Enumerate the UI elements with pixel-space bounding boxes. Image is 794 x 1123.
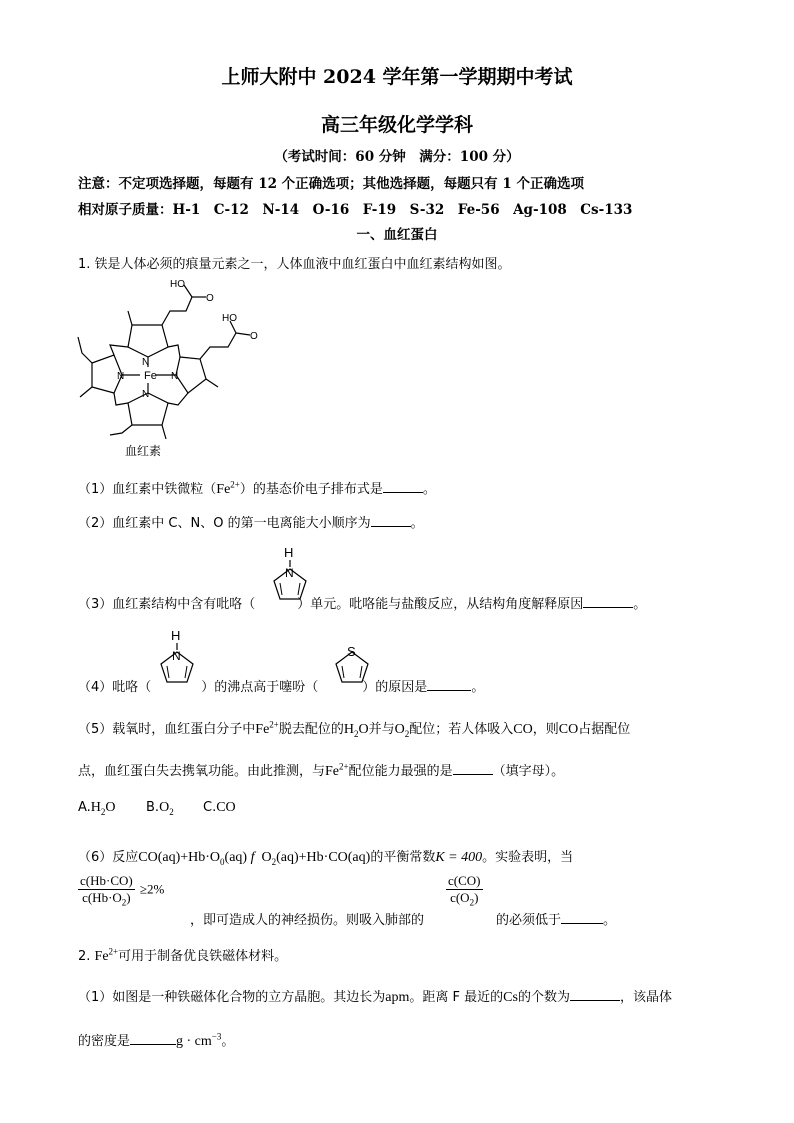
figure-caption: 血红素 bbox=[125, 444, 162, 458]
option-b[interactable]: $B.O_2$ bbox=[146, 800, 174, 817]
q1-part6-line2-b: 的必须低于 。 bbox=[496, 913, 617, 928]
q1-part4-text-b: ）的沸点高于噻吩（ bbox=[201, 680, 319, 695]
n-label-right: N bbox=[171, 371, 179, 382]
q1-part3-text-b: ）单元。吡咯能与盐酸反应，从结构角度解释原因 bbox=[297, 597, 584, 612]
q1-part6: （6）反应$CO(aq)+Hb\cdot O_0(aq)$ f $O_2(aq)+Hb\cdot CO(aq)$的平衡常数K = 400。实验表明，当 bbox=[78, 850, 574, 867]
o-label-1: O bbox=[206, 293, 214, 304]
ho-label-1: HO bbox=[170, 279, 185, 290]
right-pyrrole-ring bbox=[176, 357, 206, 393]
exam-title: 上师大附中 2024 学年第一学期期中考试 bbox=[221, 66, 573, 88]
fe-ion: $Fe^{2+}$ bbox=[216, 479, 240, 497]
exam-note: 注意：不定项选择题，每题有 12 个正确选项；其他选择题，每题只有 1 个正确选项 bbox=[78, 176, 584, 192]
ratio-fraction-2: $\frac{c(CO)}{c(O_2)}$ bbox=[448, 873, 481, 908]
exam-subtitle: 高三年级化学学科 bbox=[320, 114, 473, 136]
heme-structure-figure bbox=[70, 275, 270, 460]
q1-part3: （3）血红素结构中含有吡咯（ ）单元。吡咯能与盐酸反应，从结构角度解释原因 。 bbox=[78, 597, 647, 612]
svg-text:N: N bbox=[285, 566, 294, 580]
q1-part4-text-c: ）的原因是 bbox=[362, 680, 428, 695]
q1-part2: （2）血红素中 C、N、O 的第一电离能大小顺序为 。 bbox=[78, 516, 424, 531]
n-label-top: N bbox=[142, 357, 150, 368]
q1-stem: 1. 铁是人体必须的痕量元素之一，人体血液中血红蛋白中血红素结构如图。 bbox=[78, 257, 511, 272]
option-a[interactable]: $A.H_2O$ bbox=[78, 800, 116, 817]
reaction-equation: $CO(aq)+Hb\cdot O_0(aq)$ f $O_2(aq)+Hb\cdot CO(aq)$ bbox=[138, 850, 371, 867]
ho-label-2: HO bbox=[222, 313, 237, 324]
answer-blank[interactable] bbox=[383, 480, 423, 493]
q2-part1-line2: 的密度是 $g \cdot cm^{-3}$。 bbox=[78, 1031, 235, 1049]
q1-part1: （1）血红素中铁微粒$(Fe^{2+})$的基态价电子排布式是 。 bbox=[78, 479, 436, 497]
exam-info: （考试时间：60 分钟 满分：100 分） bbox=[274, 149, 520, 165]
q1-part6-line2: ，即可造成人的神经损伤。则吸入肺部的 bbox=[190, 913, 425, 928]
answer-blank[interactable] bbox=[427, 678, 471, 691]
q1-part2-text: （2）血红素中 C、N、O 的第一电离能大小顺序为 bbox=[78, 516, 371, 531]
top-pyrrole-ring bbox=[128, 325, 168, 357]
answer-blank[interactable] bbox=[130, 1032, 176, 1045]
q1-part3-text-a: （3）血红素结构中含有吡咯（ bbox=[78, 597, 256, 612]
answer-blank[interactable] bbox=[371, 514, 411, 527]
q1-part1-text-a: （1）血红素中铁微粒（ bbox=[78, 482, 217, 497]
atomic-masses: 相对原子质量：H-1 C-12 N-14 O-16 F-19 S-32 Fe-56 Ag-108 Cs-133 bbox=[78, 202, 633, 218]
q1-part5: （5）载氧时，血红蛋白分子中$Fe^{2+}$脱去配位的$H_2O$并与$O_2$配位；若人体吸入CO，则CO占据配位 bbox=[78, 719, 631, 739]
answer-blank[interactable] bbox=[453, 762, 493, 775]
n-label-bottom: N bbox=[142, 389, 150, 400]
q1-part4: （4）吡咯（ ）的沸点高于噻吩（ ）的原因是 。 bbox=[78, 680, 485, 695]
o-label-2: O bbox=[250, 331, 258, 342]
option-c[interactable]: C.CO bbox=[203, 800, 236, 815]
svg-text:N: N bbox=[172, 649, 181, 663]
q2-stem: 2. $Fe^{2+}$可用于制备优良铁磁体材料。 bbox=[78, 946, 288, 964]
svg-text:S: S bbox=[347, 644, 356, 659]
q1-part4-text-a: （4）吡咯（ bbox=[78, 680, 152, 695]
q2-part1: （1）如图是一种铁磁体化合物的立方晶胞。其边长为apm。距离 F 最近的Cs的个数为 ，该晶体 bbox=[78, 990, 672, 1005]
fe-label: Fe bbox=[144, 370, 157, 382]
section-title: 一、血红蛋白 bbox=[356, 227, 438, 243]
answer-blank[interactable] bbox=[570, 988, 620, 1001]
ratio-fraction-1: $\frac{c(Hb\cdot CO)}{c(Hb\cdot O_2)}$ ≥2% bbox=[80, 873, 165, 908]
svg-text:H: H bbox=[171, 628, 181, 643]
answer-blank[interactable] bbox=[561, 911, 603, 924]
q1-part5-line2: 点，血红蛋白失去携氧功能。由此推测，与$Fe^{2+}$配位能力最强的是 （填字母）。 bbox=[78, 761, 565, 779]
q1-part1-text-b: ）的基态价电子排布式是 bbox=[239, 482, 383, 497]
svg-text:H: H bbox=[284, 545, 294, 560]
answer-blank[interactable] bbox=[583, 595, 633, 608]
n-label-left: N bbox=[117, 371, 125, 382]
